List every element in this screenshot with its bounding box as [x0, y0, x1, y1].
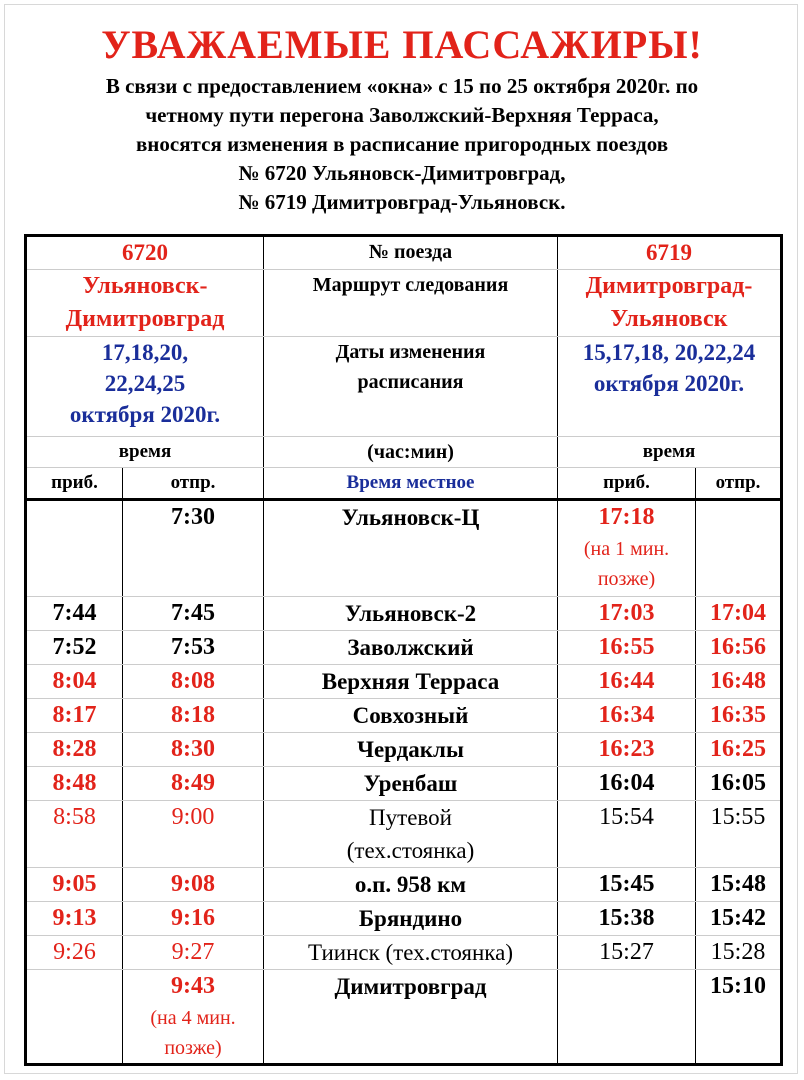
- departure-right: 15:48: [696, 868, 781, 902]
- dates-left-line: октября 2020г.: [69, 402, 221, 427]
- arrival-right: 15:54: [558, 801, 696, 868]
- arrival-right: 15:45: [558, 868, 696, 902]
- route-left-line: Димитровград: [65, 306, 225, 332]
- route-right-line: Ульяновск: [610, 306, 728, 332]
- departure-left: 8:18: [123, 699, 264, 733]
- delay-note: (на 1 мин.: [583, 538, 670, 560]
- departure-right: 16:48: [696, 665, 781, 699]
- departure-left-header: отпр.: [123, 468, 264, 500]
- departure-left: 8:30: [123, 733, 264, 767]
- station-name-line: Путевой: [369, 805, 452, 830]
- arrival-left: 8:04: [27, 665, 123, 699]
- table-row: [27, 936, 781, 970]
- departure-right: 15:10: [696, 970, 781, 1064]
- station-name: о.п. 958 км: [264, 868, 558, 902]
- arrival-left: 8:28: [27, 733, 123, 767]
- route-label: Маршрут следования: [264, 270, 558, 337]
- time-label-right: время: [558, 437, 781, 468]
- departure-left: 9:08: [123, 868, 264, 902]
- time-label-left: время: [27, 437, 264, 468]
- station-name: Чердаклы: [264, 733, 558, 767]
- arrival-right-header: приб.: [558, 468, 696, 500]
- arrival-left: 8:48: [27, 767, 123, 801]
- dates-label: [264, 337, 558, 437]
- departure-left: 8:49: [123, 767, 264, 801]
- arrival-right: 17:03: [558, 597, 696, 631]
- arrival-left-header: приб.: [27, 468, 123, 500]
- table-row: [27, 699, 781, 733]
- arrival-right: 16:34: [558, 699, 696, 733]
- station-name: Тиинск (тех.стоянка): [264, 936, 558, 970]
- header-columns-row: [27, 468, 781, 500]
- intro-line: № 6720 Ульяновск-Димитровград,: [238, 161, 566, 185]
- departure-right: 17:04: [696, 597, 781, 631]
- departure-right: 16:56: [696, 631, 781, 665]
- table-row: [27, 868, 781, 902]
- train-number-left: 6720: [27, 237, 264, 270]
- station-name: Димитровград: [264, 970, 558, 1064]
- dates-left-line: 17,18,20,: [101, 340, 189, 365]
- station-name: [264, 801, 558, 868]
- table-row: [27, 801, 781, 868]
- arrival-right-time: 17:18: [598, 504, 655, 530]
- dates-label-line: расписания: [357, 371, 464, 393]
- route-left-line: Ульяновск-: [82, 273, 208, 299]
- departure-right: 15:42: [696, 902, 781, 936]
- table-row: [27, 597, 781, 631]
- table-row: [27, 970, 781, 1064]
- departure-left: 7:53: [123, 631, 264, 665]
- notice-title: УВАЖАЕМЫЕ ПАССАЖИРЫ!: [101, 22, 703, 67]
- arrival-right: 16:04: [558, 767, 696, 801]
- time-units-label: (час:мин): [264, 437, 558, 468]
- arrival-left: 7:52: [27, 631, 123, 665]
- arrival-left: 8:17: [27, 699, 123, 733]
- intro-line: № 6719 Димитровград-Ульяновск.: [238, 190, 566, 214]
- schedule-table: [26, 236, 781, 1064]
- departure-right: 15:28: [696, 936, 781, 970]
- departure-left: 9:00: [123, 801, 264, 868]
- station-name: Уренбаш: [264, 767, 558, 801]
- dates-left: [27, 337, 264, 437]
- delay-note: (на 4 мин.: [150, 1007, 236, 1029]
- arrival-left: 8:58: [27, 801, 123, 868]
- station-name: Заволжский: [264, 631, 558, 665]
- station-name: Совхозный: [264, 699, 558, 733]
- dates-right-line: октября 2020г.: [593, 371, 745, 396]
- station-name: Верхняя Терраса: [264, 665, 558, 699]
- departure-right-header: отпр.: [696, 468, 781, 500]
- departure-left: 7:45: [123, 597, 264, 631]
- arrival-left: 9:26: [27, 936, 123, 970]
- delay-note: позже): [164, 1037, 222, 1059]
- arrival-left: 9:13: [27, 902, 123, 936]
- header-train-row: [27, 237, 781, 270]
- table-row: [27, 665, 781, 699]
- notice-intro: [14, 72, 790, 217]
- departure-left: [123, 970, 264, 1064]
- departure-left: 9:16: [123, 902, 264, 936]
- departure-right: 15:55: [696, 801, 781, 868]
- route-right-line: Димитровград-: [585, 273, 753, 299]
- departure-right: 16:25: [696, 733, 781, 767]
- dates-right: [558, 337, 781, 437]
- departure-right: [696, 500, 781, 597]
- departure-left-time: 9:43: [171, 973, 215, 999]
- table-row: [27, 767, 781, 801]
- arrival-right: [558, 500, 696, 597]
- local-time-header: Время местное: [264, 468, 558, 500]
- departure-left: 9:27: [123, 936, 264, 970]
- arrival-right: [558, 970, 696, 1064]
- delay-note: позже): [597, 568, 656, 590]
- header-route-row: [27, 270, 781, 337]
- header-time-row: [27, 437, 781, 468]
- arrival-right: 15:38: [558, 902, 696, 936]
- route-left: [27, 270, 264, 337]
- departure-left: 7:30: [123, 500, 264, 597]
- intro-line: В связи с предоставлением «окна» с 15 по 25 октября 2020г. по: [105, 74, 699, 98]
- header-dates-row: [27, 337, 781, 437]
- station-name: Ульяновск-2: [264, 597, 558, 631]
- departure-right: 16:05: [696, 767, 781, 801]
- arrival-left: [27, 500, 123, 597]
- station-name: Ульяновск-Ц: [264, 500, 558, 597]
- arrival-left: 7:44: [27, 597, 123, 631]
- arrival-right: 16:44: [558, 665, 696, 699]
- dates-label-line: Даты изменения: [335, 341, 486, 363]
- station-name: Бряндино: [264, 902, 558, 936]
- table-row: [27, 902, 781, 936]
- intro-line: четному пути перегона Заволжский-Верхняя Терраса,: [145, 103, 659, 127]
- route-right: [558, 270, 781, 337]
- arrival-right: 16:55: [558, 631, 696, 665]
- departure-left: 8:08: [123, 665, 264, 699]
- intro-line: вносятся изменения в расписание пригородных поездов: [135, 132, 669, 156]
- train-number-label: № поезда: [264, 237, 558, 270]
- departure-right: 16:35: [696, 699, 781, 733]
- train-number-right: 6719: [558, 237, 781, 270]
- dates-left-line: 22,24,25: [104, 371, 186, 396]
- table-row: [27, 733, 781, 767]
- arrival-right: 16:23: [558, 733, 696, 767]
- arrival-left: [27, 970, 123, 1064]
- station-name-line: (тех.стоянка): [346, 838, 475, 863]
- dates-right-line: 15,17,18, 20,22,24: [582, 340, 756, 365]
- arrival-left: 9:05: [27, 868, 123, 902]
- table-row: [27, 631, 781, 665]
- arrival-right: 15:27: [558, 936, 696, 970]
- table-row: [27, 500, 781, 597]
